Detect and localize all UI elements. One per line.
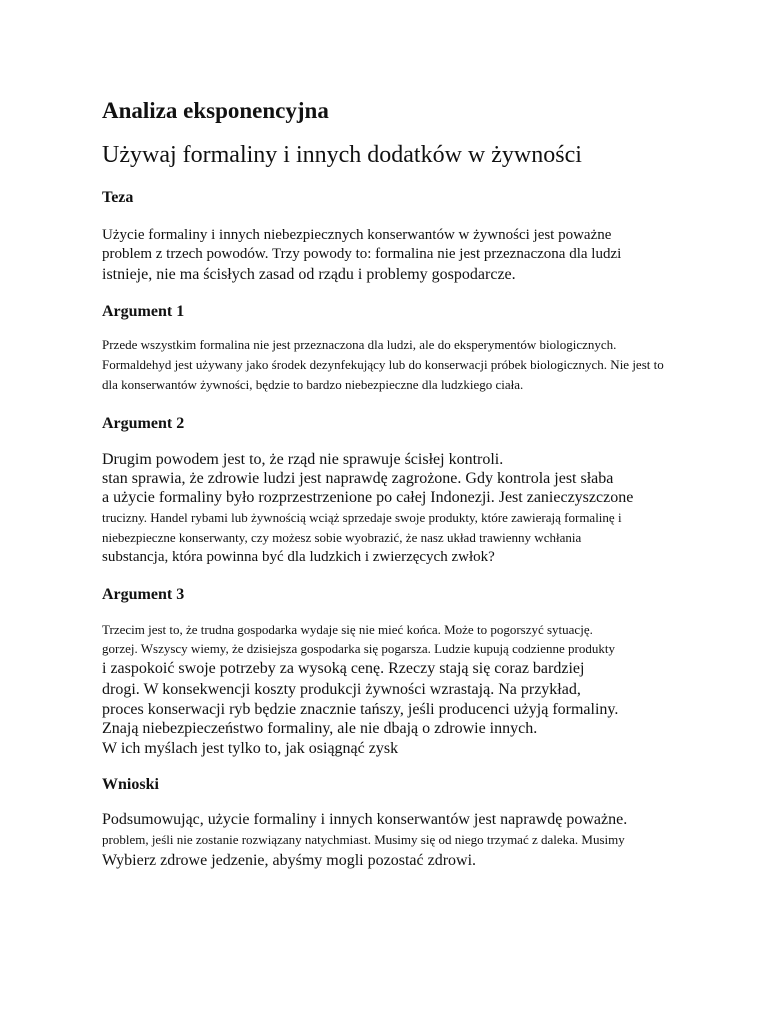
- section-heading-argument-3: Argument 3: [102, 586, 185, 603]
- paragraph-line: proces konserwacji ryb będzie znacznie tańszy, jeśli producenci użyją formaliny.: [102, 701, 619, 718]
- section-heading-wnioski: Wnioski: [102, 776, 159, 793]
- paragraph-line: gorzej. Wszyscy wiemy, że dzisiejsza gospodarka się pogarsza. Ludzie kupują codzienne produkty: [102, 641, 615, 656]
- document-subtitle: Używaj formaliny i innych dodatków w żywności: [102, 142, 582, 168]
- section-heading-teza: Teza: [102, 189, 134, 206]
- paragraph-line: istnieje, nie ma ścisłych zasad od rządu i problemy gospodarcze.: [102, 266, 516, 283]
- paragraph-line: a użycie formaliny było rozprzestrzenione po całej Indonezji. Jest zanieczyszczone: [102, 489, 634, 506]
- paragraph-line: Formaldehyd jest używany jako środek dezynfekujący lub do konserwacji próbek biologicznych. Nie jest to: [102, 357, 664, 372]
- paragraph-line: problem z trzech powodów. Trzy powody to: formalina nie jest przeznaczona dla ludzi: [102, 246, 622, 262]
- document-title: Analiza eksponencyjna: [102, 98, 329, 123]
- section-heading-argument-1: Argument 1: [102, 303, 185, 320]
- paragraph-line: Trzecim jest to, że trudna gospodarka wydaje się nie mieć końca. Może to pogorszyć sytuację.: [102, 622, 593, 637]
- paragraph-line: Wybierz zdrowe jedzenie, abyśmy mogli pozostać zdrowi.: [102, 852, 477, 869]
- paragraph-line: stan sprawia, że zdrowie ludzi jest naprawdę zagrożone. Gdy kontrola jest słaba: [102, 470, 614, 487]
- section-heading-argument-2: Argument 2: [102, 415, 185, 432]
- paragraph-line: Drugim powodem jest to, że rząd nie sprawuje ścisłej kontroli.: [102, 451, 504, 468]
- paragraph-line: W ich myślach jest tylko to, jak osiągnąć zysk: [102, 740, 399, 757]
- paragraph-line: dla konserwantów żywności, będzie to bardzo niebezpieczne dla ludzkiego ciała.: [102, 377, 524, 392]
- paragraph-line: trucizny. Handel rybami lub żywnością wciąż sprzedaje swoje produkty, które zawierają formalinę i: [102, 510, 622, 525]
- paragraph-line: Przede wszystkim formalina nie jest przeznaczona dla ludzi, ale do eksperymentów biologicznych.: [102, 337, 617, 352]
- paragraph-line: i zaspokoić swoje potrzeby za wysoką cenę. Rzeczy stają się coraz bardziej: [102, 660, 585, 677]
- paragraph-line: Znają niebezpieczeństwo formaliny, ale nie dbają o zdrowie innych.: [102, 720, 538, 737]
- paragraph-line: problem, jeśli nie zostanie rozwiązany natychmiast. Musimy się od niego trzymać z daleka. Musimy: [102, 832, 625, 847]
- paragraph-line: Użycie formaliny i innych niebezpiecznych konserwantów w żywności jest poważne: [102, 227, 612, 243]
- paragraph-line: substancja, która powinna być dla ludzkich i zwierzęcych zwłok?: [102, 549, 495, 565]
- paragraph-line: niebezpieczne konserwanty, czy możesz sobie wyobrazić, że nasz układ trawienny wchłania: [102, 530, 582, 545]
- paragraph-line: Podsumowując, użycie formaliny i innych konserwantów jest naprawdę poważne.: [102, 811, 628, 828]
- paragraph-line: drogi. W konsekwencji koszty produkcji żywności wzrastają. Na przykład,: [102, 681, 581, 698]
